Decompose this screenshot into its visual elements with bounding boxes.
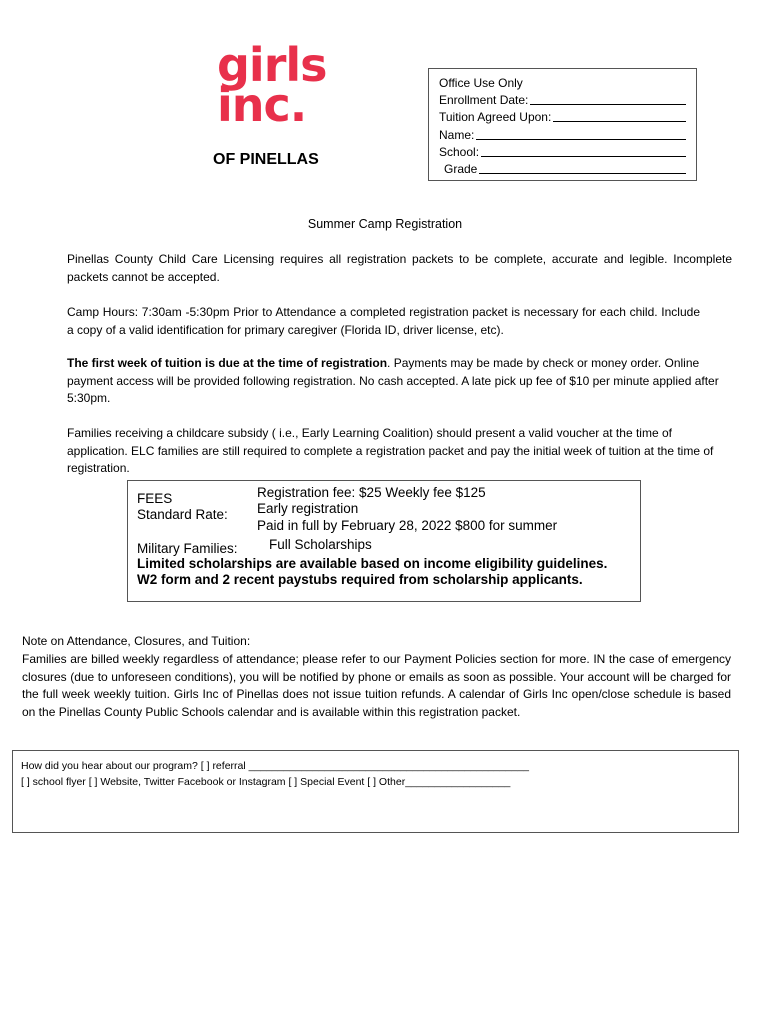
logo-line-inc: inc. [217, 78, 307, 132]
paragraph-subsidy: Families receiving a childcare subsidy ( i.e., Early Learning Coalition) should present a valid voucher at the time of application. ELC families are still required to complete a registration packet and pay the initial week of tuition at the time of registration. [67, 426, 714, 475]
logo [217, 38, 357, 132]
standard-rate-label: Standard Rate: [137, 507, 228, 522]
paragraph-camp-hours: Camp Hours: 7:30am -5:30pm Prior to Attendance a completed registration packet is necessary for each child. Include a copy of a valid identification for primary caregiver (Florida ID, driver license, etc). [67, 305, 700, 337]
school-field[interactable] [439, 144, 686, 161]
note-heading: Note on Attendance, Closures, and Tuition: [22, 634, 251, 648]
grade-field[interactable] [439, 161, 686, 178]
referral-line-2[interactable]: [ ] school flyer [ ] Website, Twitter Facebook or Instagram [ ] Special Event [ ] Other__________________ [21, 776, 511, 788]
paragraph-tuition [67, 355, 727, 408]
tuition-bold-text: The first week of tuition is due at the time of registration [67, 356, 388, 370]
referral-survey-box [12, 750, 739, 833]
grade-label: Grade [444, 162, 478, 177]
fee-line-registration: Registration fee: $25 Weekly fee $125 [257, 485, 486, 500]
fees-box [127, 480, 641, 602]
tuition-agreed-line [553, 109, 686, 122]
office-use-box [428, 68, 697, 181]
military-families-value: Full Scholarships [269, 537, 372, 552]
tuition-rest-text: . Payments may be made by check or money order. Online payment access will be provided following registration. No cash accepted. A late pick up fee of $10 per minute applied after 5:30pm. [67, 356, 719, 405]
grade-line [479, 161, 686, 174]
note-body: Families are billed weekly regardless of attendance; please refer to our Payment Policies section for more. IN the case of emergency closures (due to unforeseen conditions), you will be notified by phone or emails as soon as possible. Your account will be charged for the full week weekly tuition. Girls Inc of Pinellas does not issue tuition refunds. A calendar of Girls Inc open/close schedule is based on the Pinellas County Public Schools calendar and is available within this registration packet. [22, 652, 731, 719]
name-line [476, 127, 686, 140]
referral-line-1[interactable]: How did you hear about our program? [ ] referral ________________________________________________ [21, 760, 529, 772]
fee-line-paid-in-full: Paid in full by February 28, 2022 $800 for summer [257, 518, 558, 533]
office-use-title: Office Use Only [439, 76, 523, 90]
scholarship-note: Limited scholarships are available based on income eligibility guidelines. [137, 556, 608, 571]
logo-subtitle: OF PINELLAS [213, 151, 319, 168]
tuition-agreed-label: Tuition Agreed Upon: [439, 110, 552, 125]
paragraph-licensing: Pinellas County Child Care Licensing requires all registration packets to be complete, accurate and legible. Incomplete packets cannot be accepted. [67, 252, 732, 284]
tuition-agreed-field[interactable] [439, 109, 686, 126]
enrollment-date-field[interactable] [439, 92, 686, 109]
military-families-label: Military Families: [137, 541, 238, 556]
logo-line-girls: girls [217, 38, 327, 92]
name-label: Name: [439, 127, 475, 142]
fee-line-early: Early registration [257, 501, 359, 516]
fees-label: FEES [137, 491, 173, 506]
scholarship-requirements: W2 form and 2 recent paystubs required from scholarship applicants. [137, 572, 583, 587]
school-label: School: [439, 144, 480, 159]
enrollment-date-line [530, 92, 686, 105]
school-line [481, 144, 686, 157]
enrollment-date-label: Enrollment Date: [439, 93, 529, 108]
page-title: Summer Camp Registration [307, 217, 463, 231]
name-field[interactable] [439, 127, 686, 144]
